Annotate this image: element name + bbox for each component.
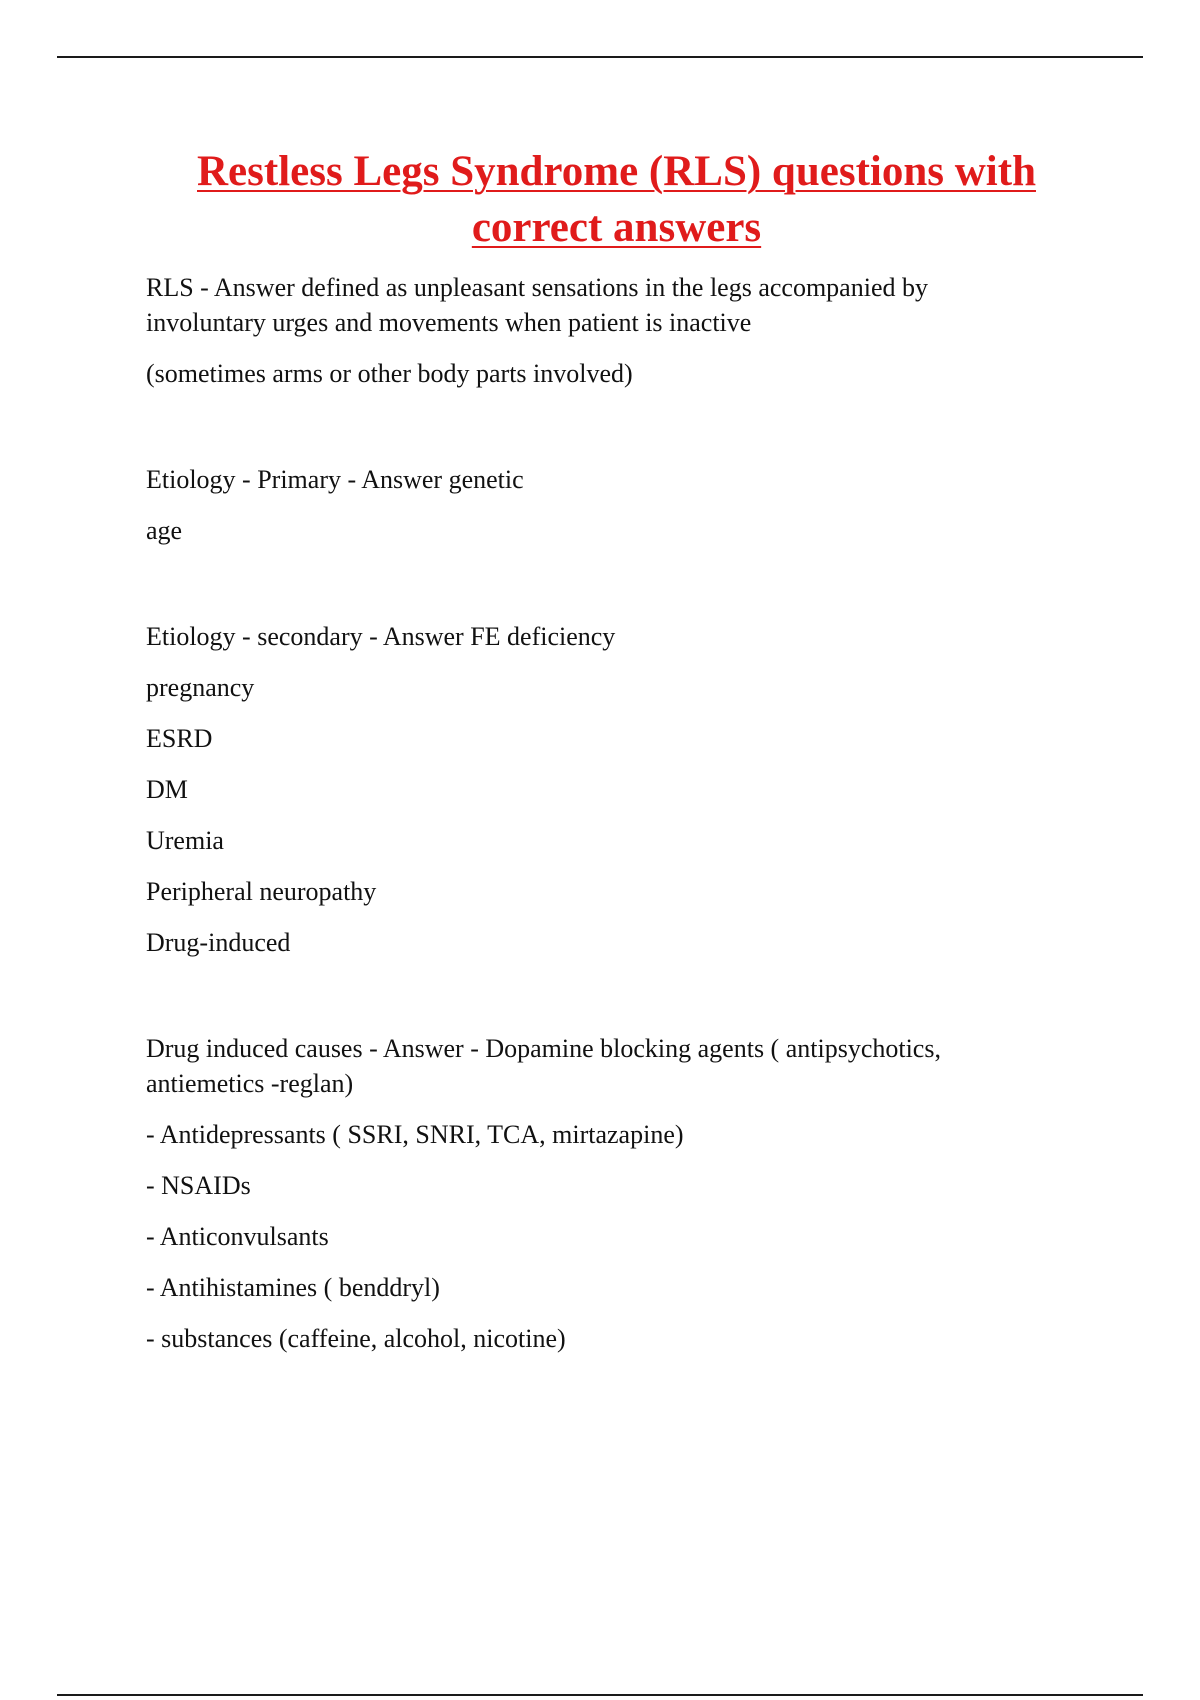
qa-answer-line: ESRD — [146, 724, 213, 753]
qa-answer-line: - substances (caffeine, alcohol, nicotine) — [146, 1324, 566, 1353]
qa-answer-line: Uremia — [146, 826, 224, 855]
qa-answer: defined as unpleasant sensations in the legs accompanied by involuntary urges and movements when patient is inactive — [146, 273, 928, 337]
header-rule — [57, 56, 1143, 58]
qa-first-line — [146, 619, 1046, 670]
qa-question: Etiology - secondary - Answer — [146, 622, 464, 651]
qa-answer-line: age — [146, 516, 183, 545]
qa-answer-line: - NSAIDs — [146, 1171, 251, 1200]
qa-first-line — [146, 462, 1046, 513]
qa-answer: FE deficiency — [470, 622, 616, 651]
qa-answer-line: Peripheral neuropathy — [146, 877, 377, 906]
qa-answer-line: - Anticonvulsants — [146, 1222, 329, 1251]
qa-list — [146, 270, 1046, 1427]
footer-rule — [57, 1694, 1143, 1696]
qa-question: RLS - Answer — [146, 273, 295, 302]
qa-entry-etiology-secondary — [146, 619, 1046, 976]
qa-answer-line: (sometimes arms or other body parts involved) — [146, 359, 633, 388]
qa-answer-line: - Antidepressants ( SSRI, SNRI, TCA, mirtazapine) — [146, 1120, 684, 1149]
qa-answer-line: DM — [146, 775, 188, 804]
qa-answer-line: pregnancy — [146, 673, 255, 702]
qa-answer: genetic — [448, 465, 524, 494]
qa-answer-line: - Antihistamines ( benddryl) — [146, 1273, 440, 1302]
qa-answer-line: Drug-induced — [146, 928, 291, 957]
qa-answer: - Dopamine blocking agents ( antipsychotics, antiemetics -reglan) — [146, 1034, 941, 1098]
qa-entry-etiology-primary — [146, 462, 1046, 564]
qa-entry-drug-induced-causes — [146, 1031, 1046, 1372]
qa-question: Drug induced causes - Answer — [146, 1034, 464, 1063]
document-title: Restless Legs Syndrome (RLS) questions with correct answers — [197, 148, 1036, 251]
qa-first-line — [146, 1031, 1046, 1117]
qa-question: Etiology - Primary - Answer — [146, 465, 443, 494]
qa-entry-rls — [146, 270, 1046, 407]
qa-first-line — [146, 270, 1046, 356]
